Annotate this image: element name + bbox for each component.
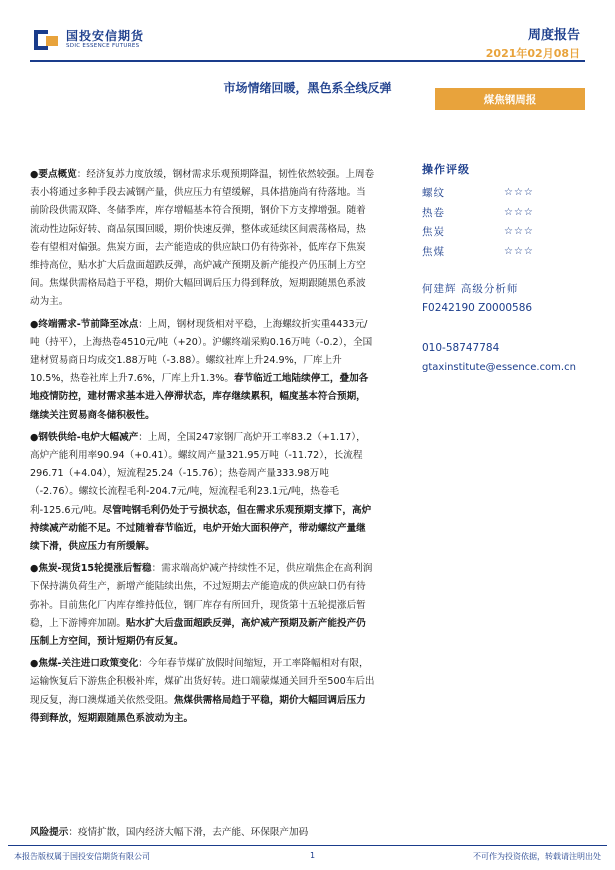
rating-name: 焦煤 <box>422 245 445 258</box>
rating-title: 操作评级 <box>422 163 470 176</box>
analyst-certificate: F0242190 Z0000586 <box>422 302 533 314</box>
logo-chinese-name: 国投安信期货 <box>66 29 145 43</box>
page-headline: 市场情绪回暖，黑色系全线反弹 <box>223 81 392 95</box>
logo-mark-icon <box>34 30 60 50</box>
sidebar <box>422 161 607 373</box>
paragraph-overview: ●要点概览：经济复苏力度放缓，钢材需求乐观预期降温，韧性依然较强。上周卷表小将通过多种手段去减钢产量，供应压力有望缓解，具体措施尚有待落地。当前阶段供需双降、冬储季库，库存增幅基本符合预期，钢价下方支撑增强。随着流动性边际好转、商品氛围回暖，期价快速反弹，整体或延续区间震荡格局，热卷有望相对偏强。焦炭方面，去产能造成的供应缺口仍有待弥补，低库存下焦炭维持高位，贴水扩大后盘面超跌反弹，高炉减产预期及新产能投产仍压制上方空间。焦煤供需格局趋于平稳，期价大幅回调后压力得到释放，短期跟随黑色系波动为主。 <box>30 169 375 308</box>
contact-phone: 010-58747784 <box>422 342 500 354</box>
rating-row <box>422 183 607 203</box>
report-date: 2021年02月08日 <box>485 47 580 60</box>
paragraph-steel-supply: ●钢铁供给-电炉大幅减产：上周，全国247家钢厂高炉开工率83.2（+1.17），高炉产能利用率90.94（+0.41）。螺纹周产量321.95万吨（-11.72），长流程296.71（+4.04），短流程25.24（-15.76）；热卷周产量333.98万吨（-2.76）。螺纹长流程毛利-204.7元/吨，短流程毛利23.1元/吨，热卷毛利-125.6元/吨。尽管吨钢毛利仍处于亏损状态，但在需求乐观预期支撑下，高炉持续减产动能不足。不过随着春节临近，电炉开始大面积停产，带动螺纹产量继续下滑，供应压力有所缓解。 <box>30 431 372 553</box>
footer-disclaimer: 不可作为投资依据，转载请注明出处 <box>473 852 601 861</box>
report-type: 周度报告 <box>527 28 580 43</box>
header-divider <box>30 60 585 62</box>
paragraph-coking-coal: ●焦煤-关注进口政策变化：今年春节煤矿放假时间缩短，开工率降幅相对有限，运输恢复后下游焦企积极补库，煤矿出货好转。进口端蒙煤通关回升至500车后出现反复，海口澳煤通关依然受阻。焦煤供需格局趋于平稳，期价大幅回调后压力得到释放，短期跟随黑色系波动为主。 <box>30 658 375 724</box>
rating-name: 焦炭 <box>422 226 445 239</box>
risk-text: ：疫情扩散，国内经济大幅下滑，去产能、环保限产加码 <box>68 827 309 838</box>
footer-divider <box>8 845 607 846</box>
rating-row <box>422 242 607 262</box>
star-rating-icon: ☆☆☆ <box>504 206 534 218</box>
star-rating-icon: ☆☆☆ <box>504 187 534 199</box>
main-content <box>30 166 375 732</box>
risk-warning <box>30 824 308 838</box>
rating-name: 热卷 <box>422 206 445 219</box>
rating-name: 螺纹 <box>422 187 445 200</box>
page-number: 1 <box>310 851 316 860</box>
rating-row <box>422 222 607 242</box>
analyst-name: 何建辉 高级分析师 <box>422 283 519 295</box>
contact-email[interactable]: gtaxinstitute@essence.com.cn <box>422 362 576 373</box>
footer-copyright: 本报告版权属于国投安信期货有限公司 <box>14 852 150 861</box>
report-tag: 煤焦钢周报 <box>435 88 585 110</box>
logo-english-name: SDIC ESSENCE FUTURES <box>66 43 140 49</box>
star-rating-icon: ☆☆☆ <box>504 226 534 238</box>
paragraph-terminal-demand: ●终端需求-节前降至冰点：上周，钢材现货相对平稳，上海螺纹折实重4433元/吨（持平），上海热卷4510元/吨（+20）。沪螺终端采购0.16万吨（-0.2），全国建材贸易商日均成交1.88万吨（-3.88）。螺纹社库上升24.9%，厂库上升10.5%，热卷社库上升7.6%，厂库上升1.3%。春节临近工地陆续停工，叠加各地疫情防控，建材需求基本进入停滞状态，库存继续累积，幅度基本符合预期，继续关注贸易商冬储积极性。 <box>30 318 373 421</box>
star-rating-icon: ☆☆☆ <box>504 245 534 257</box>
paragraph-coke: ●焦炭-现货15轮提涨后暂稳：需求端高炉减产持续性不足，供应端焦企在高利润下保持满负荷生产，新增产能陆续出焦，不过短期去产能造成的供应缺口仍有待弥补。目前焦化厂内库存维持低位，钢厂库存有所回升，现货第十五轮提涨后暂稳，上下游博弈加剧。贴水扩大后盘面超跌反弹，高炉减产预期及新产能投产仍压制上方空间，预计短期仍有反复。 <box>30 563 373 648</box>
risk-label: 风险提示 <box>30 827 69 838</box>
company-logo <box>34 30 144 50</box>
rating-row <box>422 203 607 223</box>
